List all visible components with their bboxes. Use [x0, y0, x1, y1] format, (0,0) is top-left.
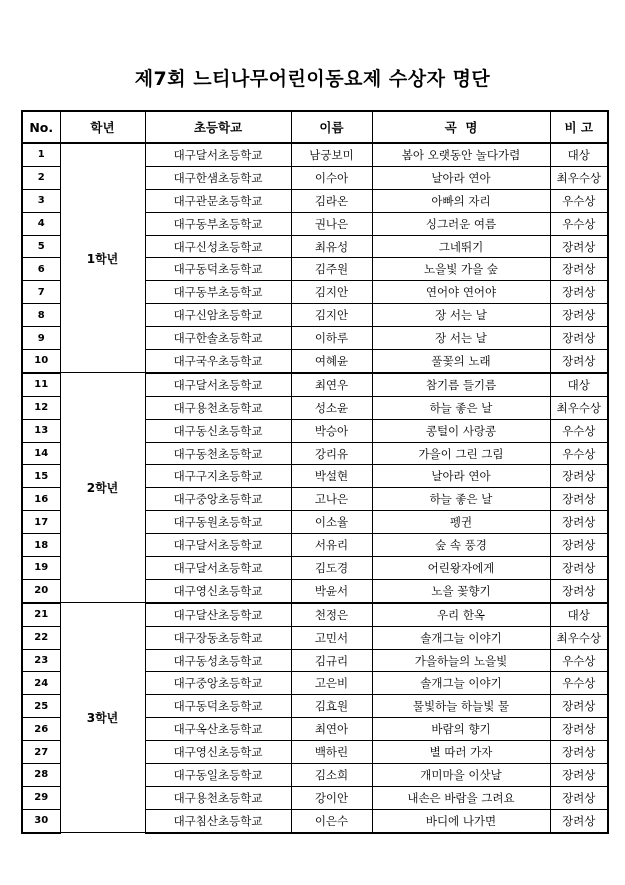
name-cell: 박승아 — [291, 419, 372, 442]
song-cell: 하늘 좋은 날 — [372, 396, 550, 419]
song-cell: 노을빛 가을 숲 — [372, 258, 550, 281]
row-number: 26 — [22, 718, 60, 741]
name-cell: 김지안 — [291, 304, 372, 327]
row-number: 17 — [22, 511, 60, 534]
row-number: 21 — [22, 603, 60, 626]
note-cell: 장려상 — [550, 304, 608, 327]
school-cell: 대구동성초등학교 — [145, 649, 291, 672]
grade-cell: 1학년 — [60, 143, 145, 373]
school-cell: 대구신암초등학교 — [145, 304, 291, 327]
note-cell: 장려상 — [550, 258, 608, 281]
name-cell: 고나은 — [291, 488, 372, 511]
song-cell: 그네뛰기 — [372, 235, 550, 258]
row-number: 19 — [22, 557, 60, 580]
row-number: 7 — [22, 281, 60, 304]
note-cell: 대상 — [550, 373, 608, 396]
school-cell: 대구동덕초등학교 — [145, 695, 291, 718]
row-number: 28 — [22, 764, 60, 787]
row-number: 2 — [22, 166, 60, 189]
name-cell: 고은비 — [291, 672, 372, 695]
song-cell: 물빛하늘 하늘빛 물 — [372, 695, 550, 718]
row-number: 18 — [22, 534, 60, 557]
row-number: 24 — [22, 672, 60, 695]
note-cell: 최우수상 — [550, 626, 608, 649]
school-cell: 대구구지초등학교 — [145, 465, 291, 488]
school-cell: 대구한솔초등학교 — [145, 327, 291, 350]
school-cell: 대구용천초등학교 — [145, 786, 291, 809]
name-cell: 백하린 — [291, 741, 372, 764]
note-cell: 장려상 — [550, 809, 608, 832]
note-cell: 우수상 — [550, 442, 608, 465]
note-cell: 대상 — [550, 603, 608, 626]
header-grade: 학년 — [60, 111, 145, 143]
school-cell: 대구동덕초등학교 — [145, 258, 291, 281]
name-cell: 박설현 — [291, 465, 372, 488]
name-cell: 여혜윤 — [291, 350, 372, 373]
school-cell: 대구동원초등학교 — [145, 511, 291, 534]
name-cell: 최유성 — [291, 235, 372, 258]
row-number: 10 — [22, 350, 60, 373]
school-cell: 대구달서초등학교 — [145, 534, 291, 557]
grade-cell: 2학년 — [60, 373, 145, 603]
school-cell: 대구영신초등학교 — [145, 579, 291, 602]
name-cell: 김도경 — [291, 557, 372, 580]
name-cell: 김라온 — [291, 189, 372, 212]
name-cell: 서유리 — [291, 534, 372, 557]
note-cell: 장려상 — [550, 557, 608, 580]
song-cell: 바디에 나가면 — [372, 809, 550, 832]
song-cell: 내손은 바람을 그려요 — [372, 786, 550, 809]
note-cell: 장려상 — [550, 281, 608, 304]
name-cell: 박윤서 — [291, 579, 372, 602]
school-cell: 대구동신초등학교 — [145, 419, 291, 442]
song-cell: 참기름 들기름 — [372, 373, 550, 396]
name-cell: 이은수 — [291, 809, 372, 832]
school-cell: 대구중앙초등학교 — [145, 672, 291, 695]
song-cell: 어린왕자에게 — [372, 557, 550, 580]
row-number: 15 — [22, 465, 60, 488]
song-cell: 날아라 연아 — [372, 166, 550, 189]
name-cell: 남궁보미 — [291, 143, 372, 166]
row-number: 25 — [22, 695, 60, 718]
table-body — [22, 143, 608, 833]
name-cell: 최연우 — [291, 373, 372, 396]
note-cell: 최우수상 — [550, 396, 608, 419]
song-cell: 가을하늘의 노을빛 — [372, 649, 550, 672]
song-cell: 숲 속 풍경 — [372, 534, 550, 557]
school-cell: 대구동천초등학교 — [145, 442, 291, 465]
row-number: 13 — [22, 419, 60, 442]
header-song: 곡 명 — [372, 111, 550, 143]
name-cell: 최연아 — [291, 718, 372, 741]
name-cell: 이하루 — [291, 327, 372, 350]
row-number: 1 — [22, 143, 60, 166]
song-cell: 봄아 오랫동안 놀다가렴 — [372, 143, 550, 166]
note-cell: 장려상 — [550, 579, 608, 602]
note-cell: 장려상 — [550, 718, 608, 741]
school-cell: 대구동부초등학교 — [145, 212, 291, 235]
school-cell: 대구신성초등학교 — [145, 235, 291, 258]
song-cell: 풀꽃의 노래 — [372, 350, 550, 373]
document-title: 제7회 느티나무어린이동요제 수상자 명단 — [134, 68, 491, 90]
song-cell: 솔개그늘 이야기 — [372, 626, 550, 649]
song-cell: 하늘 좋은 날 — [372, 488, 550, 511]
table-row — [22, 143, 608, 166]
school-cell: 대구침산초등학교 — [145, 809, 291, 832]
note-cell: 장려상 — [550, 764, 608, 787]
winners-table — [21, 110, 609, 834]
table-row — [22, 603, 608, 626]
song-cell: 별 따러 가자 — [372, 741, 550, 764]
school-cell: 대구달서초등학교 — [145, 143, 291, 166]
name-cell: 김규리 — [291, 649, 372, 672]
note-cell: 장려상 — [550, 465, 608, 488]
note-cell: 장려상 — [550, 488, 608, 511]
song-cell: 우리 한옥 — [372, 603, 550, 626]
row-number: 11 — [22, 373, 60, 396]
name-cell: 이소율 — [291, 511, 372, 534]
row-number: 20 — [22, 579, 60, 602]
row-number: 16 — [22, 488, 60, 511]
row-number: 30 — [22, 809, 60, 832]
header-school: 초등학교 — [145, 111, 291, 143]
row-number: 29 — [22, 786, 60, 809]
row-number: 8 — [22, 304, 60, 327]
song-cell: 장 서는 날 — [372, 327, 550, 350]
note-cell: 최우수상 — [550, 166, 608, 189]
note-cell: 우수상 — [550, 419, 608, 442]
name-cell: 김소희 — [291, 764, 372, 787]
school-cell: 대구영신초등학교 — [145, 741, 291, 764]
note-cell: 장려상 — [550, 786, 608, 809]
name-cell: 이수아 — [291, 166, 372, 189]
school-cell: 대구옥산초등학교 — [145, 718, 291, 741]
note-cell: 장려상 — [550, 534, 608, 557]
note-cell: 장려상 — [550, 327, 608, 350]
note-cell: 장려상 — [550, 741, 608, 764]
song-cell: 아빠의 자리 — [372, 189, 550, 212]
row-number: 3 — [22, 189, 60, 212]
song-cell: 싱그러운 여름 — [372, 212, 550, 235]
header-note: 비 고 — [550, 111, 608, 143]
name-cell: 김효원 — [291, 695, 372, 718]
row-number: 23 — [22, 649, 60, 672]
song-cell: 연어야 연어야 — [372, 281, 550, 304]
table-row — [22, 373, 608, 396]
row-number: 9 — [22, 327, 60, 350]
name-cell: 김지안 — [291, 281, 372, 304]
song-cell: 가을이 그린 그림 — [372, 442, 550, 465]
school-cell: 대구용천초등학교 — [145, 396, 291, 419]
name-cell: 고민서 — [291, 626, 372, 649]
header-name: 이름 — [291, 111, 372, 143]
school-cell: 대구중앙초등학교 — [145, 488, 291, 511]
song-cell: 개미마을 이삿날 — [372, 764, 550, 787]
row-number: 6 — [22, 258, 60, 281]
note-cell: 장려상 — [550, 511, 608, 534]
row-number: 27 — [22, 741, 60, 764]
name-cell: 천정은 — [291, 603, 372, 626]
song-cell: 펭귄 — [372, 511, 550, 534]
row-number: 14 — [22, 442, 60, 465]
song-cell: 바람의 향기 — [372, 718, 550, 741]
row-number: 22 — [22, 626, 60, 649]
school-cell: 대구장동초등학교 — [145, 626, 291, 649]
row-number: 4 — [22, 212, 60, 235]
note-cell: 대상 — [550, 143, 608, 166]
header-no: No. — [22, 111, 60, 143]
note-cell: 우수상 — [550, 649, 608, 672]
school-cell: 대구관문초등학교 — [145, 189, 291, 212]
school-cell: 대구한샘초등학교 — [145, 166, 291, 189]
school-cell: 대구국우초등학교 — [145, 350, 291, 373]
note-cell: 장려상 — [550, 695, 608, 718]
row-number: 12 — [22, 396, 60, 419]
note-cell: 장려상 — [550, 350, 608, 373]
note-cell: 우수상 — [550, 672, 608, 695]
song-cell: 장 서는 날 — [372, 304, 550, 327]
name-cell: 권나은 — [291, 212, 372, 235]
song-cell: 콩털이 사랑콩 — [372, 419, 550, 442]
school-cell: 대구동일초등학교 — [145, 764, 291, 787]
school-cell: 대구달산초등학교 — [145, 603, 291, 626]
song-cell: 날아라 연아 — [372, 465, 550, 488]
song-cell: 노을 꽃향기 — [372, 579, 550, 602]
school-cell: 대구달서초등학교 — [145, 557, 291, 580]
name-cell: 성소윤 — [291, 396, 372, 419]
grade-cell: 3학년 — [60, 603, 145, 833]
name-cell: 김주원 — [291, 258, 372, 281]
school-cell: 대구동부초등학교 — [145, 281, 291, 304]
note-cell: 장려상 — [550, 235, 608, 258]
name-cell: 강이안 — [291, 786, 372, 809]
note-cell: 우수상 — [550, 189, 608, 212]
row-number: 5 — [22, 235, 60, 258]
name-cell: 강리유 — [291, 442, 372, 465]
school-cell: 대구달서초등학교 — [145, 373, 291, 396]
song-cell: 솔개그늘 이야기 — [372, 672, 550, 695]
table-header-row — [22, 111, 608, 143]
note-cell: 우수상 — [550, 212, 608, 235]
